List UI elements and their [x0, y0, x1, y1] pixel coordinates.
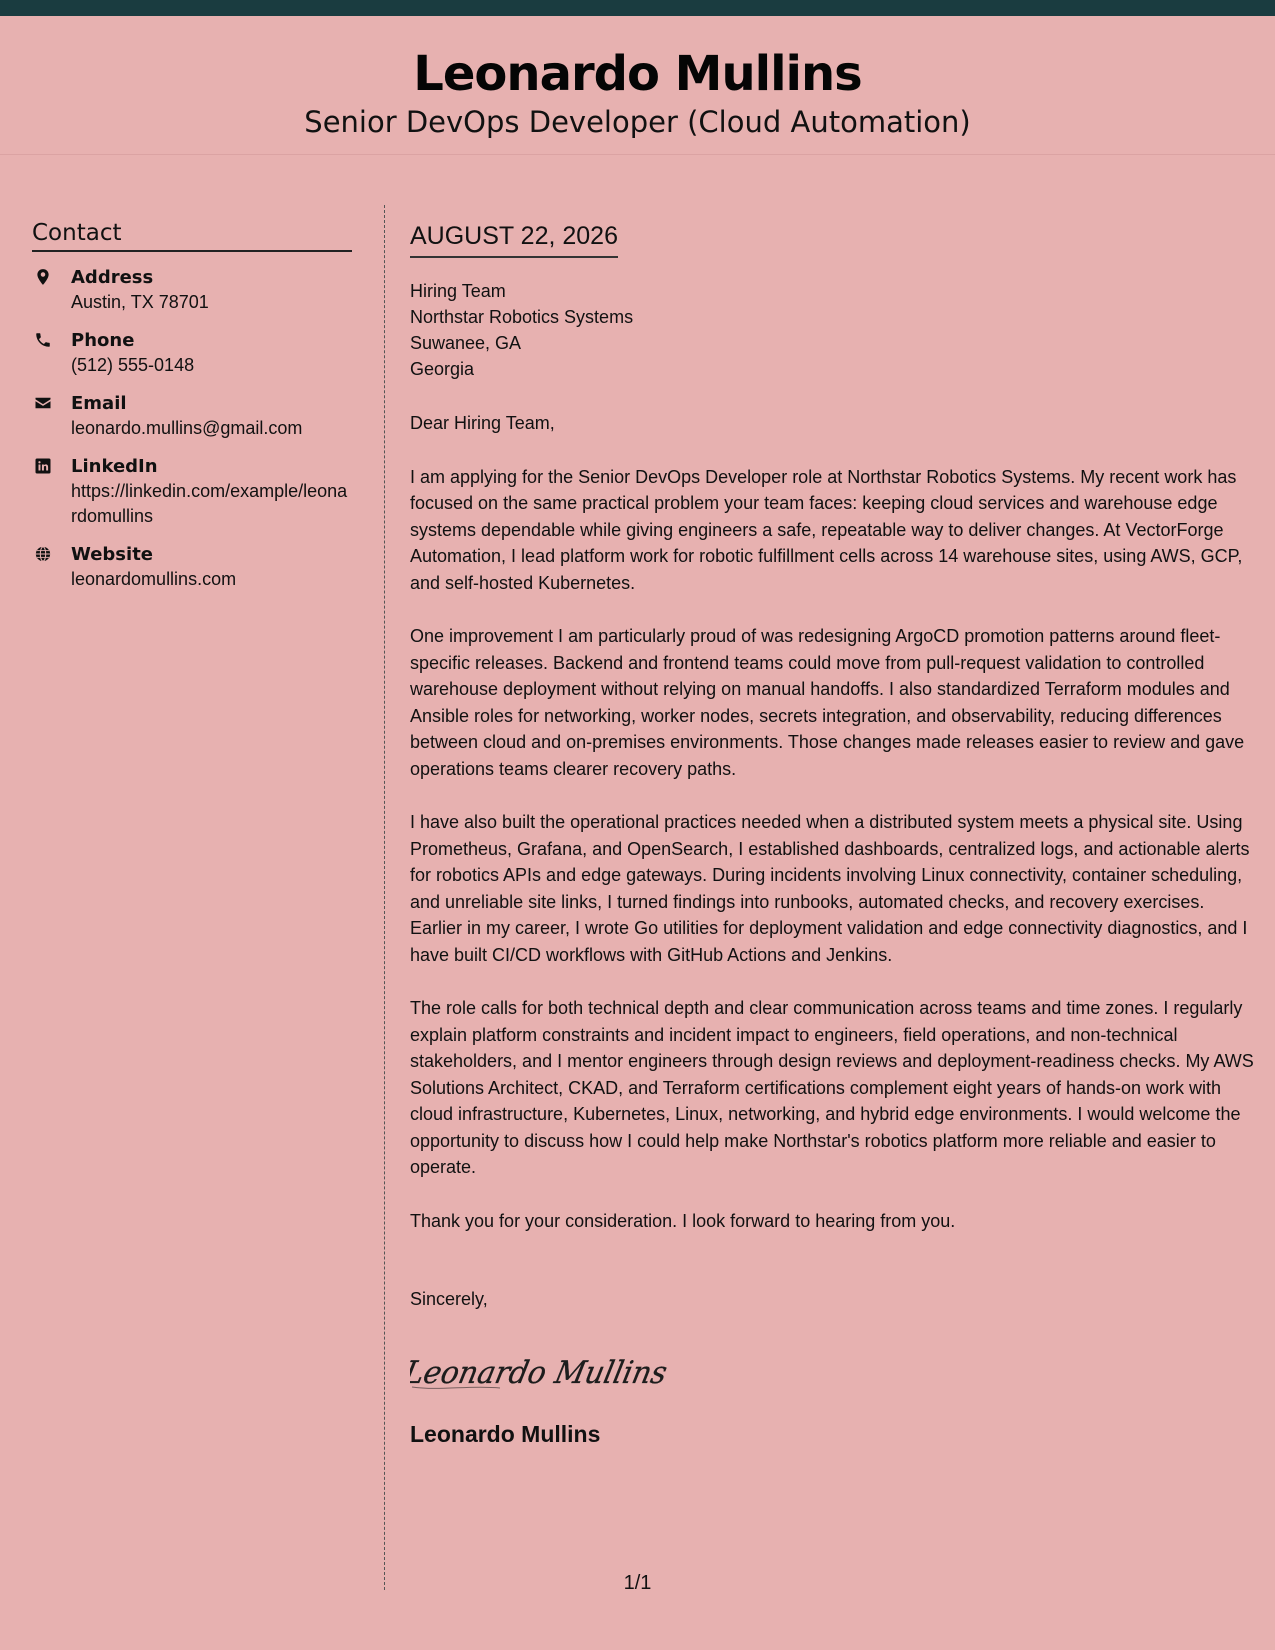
contact-value[interactable]: leonardomullins.com: [71, 569, 237, 589]
contact-value: leonardo.mullins@gmail.com: [71, 418, 303, 438]
recipient-line: Northstar Robotics Systems: [410, 307, 634, 327]
signer-name: Leonardo Mullins: [410, 1420, 601, 1447]
body-paragraph: One improvement I am particularly proud of was redesigning ArgoCD promotion patterns around fleet-specific releases. Backend and frontend teams could move from pull-request validation to controlled warehouse deployment without relying on manual handoffs. I also standardized Terraform modules and Ansible roles for networking, worker nodes, secrets integration, and observability, reducing differences between cloud and on-premises environments. Those changes made releases easier to review and gave operations teams clearer recovery paths.: [410, 626, 1245, 779]
closing: Sincerely,: [410, 1289, 488, 1309]
letter-body: [410, 220, 1255, 1449]
contact-title: Contact: [32, 218, 352, 252]
body-paragraph: I have also built the operational practices needed when a distributed system meets a physical site. Using Prometheus, Grafana, and OpenSearch, I established dashboards, centralized logs, and actionable alerts for robotics APIs and edge gateways. During incidents involving Linux connectivity, container scheduling, and unreliable site links, I turned findings into runbooks, automated checks, and recovery exercises. Earlier in my career, I wrote Go utilities for deployment validation and edge connectivity diagnostics, and I have built CI/CD workflows with GitHub Actions and Jenkins.: [410, 812, 1250, 965]
linkedin-icon: [34, 457, 52, 475]
page-number: 1/1: [623, 1572, 652, 1594]
contact-item-email: [32, 392, 352, 441]
map-pin-icon: [34, 268, 52, 286]
applicant-name: Leonardo Mullins: [413, 46, 862, 102]
contact-sidebar: [32, 218, 352, 592]
signature-graphic: [410, 1347, 680, 1397]
contact-value: Austin, TX 78701: [71, 292, 209, 312]
contact-item-phone: [32, 329, 352, 378]
column-divider: [384, 205, 385, 1590]
phone-icon: [34, 331, 52, 349]
contact-item-address: [32, 266, 352, 315]
contact-label: Address: [71, 267, 154, 288]
contact-label: LinkedIn: [71, 456, 158, 477]
applicant-role: Senior DevOps Developer (Cloud Automation): [304, 105, 971, 139]
contact-value: (512) 555-0148: [71, 355, 195, 375]
letter-date: AUGUST 22, 2026: [410, 220, 618, 258]
recipient-line: Hiring Team: [410, 281, 506, 301]
contact-value[interactable]: https://linkedin.com/example/leonardomullins: [71, 481, 348, 526]
letter-header: [0, 16, 1275, 155]
contact-item-website: [32, 543, 352, 592]
contact-label: Website: [71, 544, 154, 565]
contact-label: Email: [71, 393, 127, 414]
contact-item-linkedin: [32, 455, 352, 529]
handwritten-signature: [410, 1347, 1255, 1397]
contact-label: Phone: [71, 330, 135, 351]
svg-text:Leonardo Mullins: Leonardo Mullins: [410, 1354, 680, 1391]
recipient-line: Suwanee, GA: [410, 333, 522, 353]
globe-icon: [34, 545, 52, 563]
salutation: Dear Hiring Team,: [410, 413, 555, 433]
body-paragraph: I am applying for the Senior DevOps Developer role at Northstar Robotics Systems. My recent work has focused on the same practical problem your team faces: keeping cloud services and warehouse edge systems dependable while giving engineers a safe, repeatable way to deliver changes. At VectorForge Automation, I lead platform work for robotic fulfillment cells across 14 warehouse sites, using AWS, GCP, and self-hosted Kubernetes.: [410, 466, 1243, 593]
body-paragraph: Thank you for your consideration. I look forward to hearing from you.: [410, 1210, 956, 1231]
envelope-icon: [34, 394, 52, 412]
top-accent-bar: [0, 0, 1275, 16]
recipient-line: Georgia: [410, 359, 475, 379]
body-paragraph: The role calls for both technical depth and clear communication across teams and time zones. I regularly explain platform constraints and incident impact to engineers, field operations, and non-technical stakeholders, and I mentor engineers through design reviews and deployment-readiness checks. My AWS Solutions Architect, CKAD, and Terraform certifications complement eight years of hands-on work with cloud infrastructure, Kubernetes, Linux, networking, and hybrid edge environments. I would welcome the opportunity to discuss how I could help make Northstar's robotics platform more reliable and easier to operate.: [410, 998, 1254, 1177]
recipient-block: [410, 278, 1255, 382]
